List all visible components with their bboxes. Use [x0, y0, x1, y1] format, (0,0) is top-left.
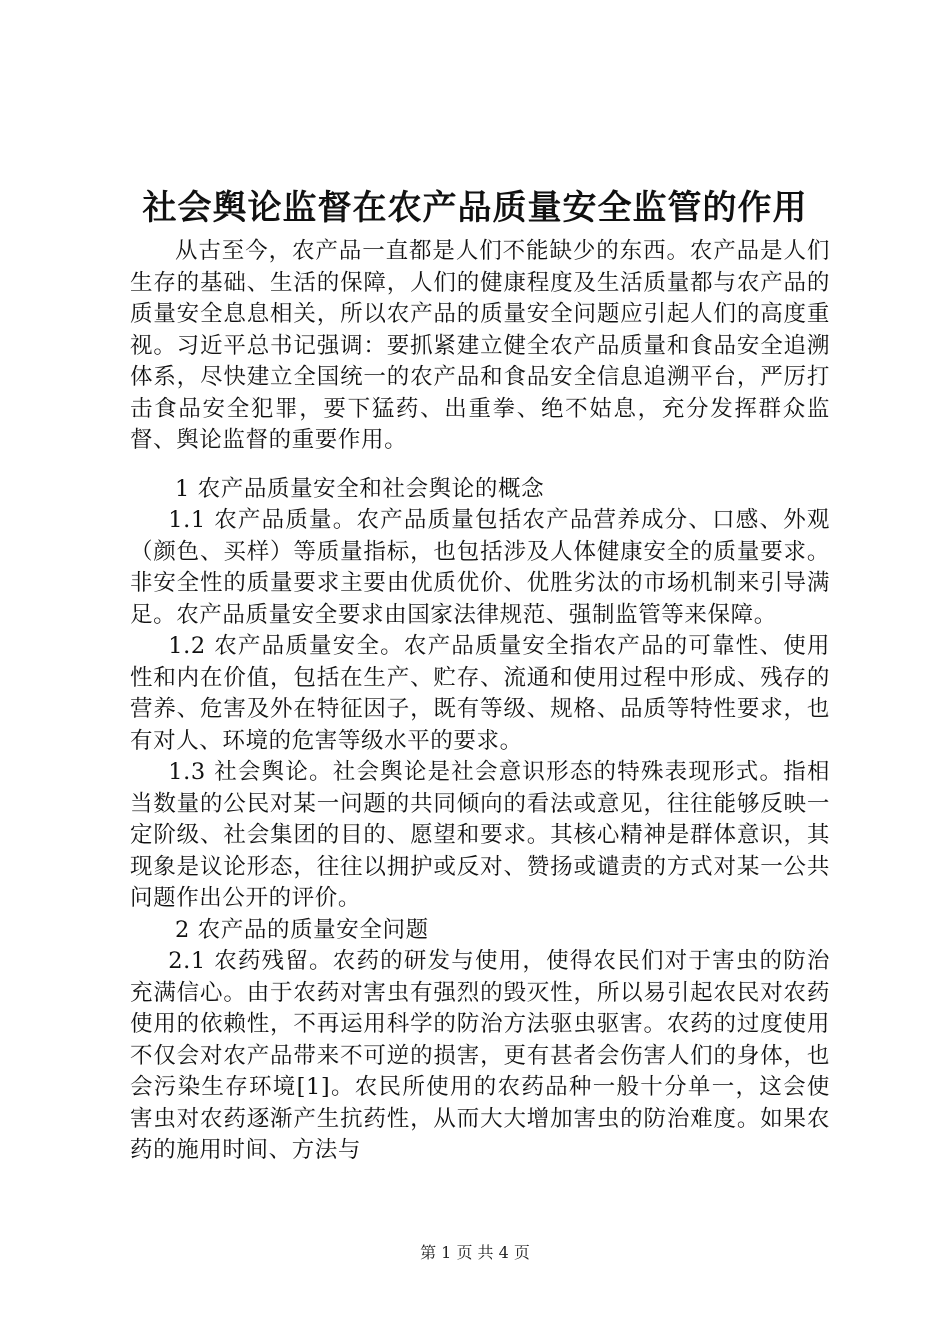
section-2-1-paragraph: 2.1 农药残留。农药的研发与使用，使得农民们对于害虫的防治充满信心。由于农药对害虫有强烈的毁灭性，所以易引起农民对农药使用的依赖性，不再运用科学的防治方法驱虫驱害。农药的过度使用不仅会对农产品带来不可逆的损害，更有甚者会伤害人们的身体，也会污染生存环境[1]。农民所使用的农药品种一般十分单一，这会使害虫对农药逐渐产生抗药性，从而大大增加害虫的防治难度。如果农药的施用时间、方法与: [130, 948, 830, 1163]
section-2-heading: 2 农产品的质量安全问题: [175, 916, 429, 943]
intro-paragraph: 从古至今，农产品一直都是人们不能缺少的东西。农产品是人们生存的基础、生活的保障，人们的健康程度及生活质量都与农产品的质量安全息息相关，所以农产品的质量安全问题应引起人们的高度重视。习近平总书记强调：要抓紧建立健全农产品质量和食品安全追溯体系，尽快建立全国统一的农产品和食品安全信息追溯平台，严厉打击食品安全犯罪，要下猛药、出重拳、绝不姑息，充分发挥群众监督、舆论监督的重要作用。: [130, 238, 830, 453]
page-number-footer: 第 1 页 共 4 页: [420, 1243, 530, 1262]
section-1-1-paragraph: 1.1 农产品质量。农产品质量包括农产品营养成分、口感、外观（颜色、买样）等质量指标，也包括涉及人体健康安全的质量要求。非安全性的质量要求主要由优质优价、优胜劣汰的市场机制来引导满足。农产品质量安全要求由国家法律规范、强制监管等来保障。: [130, 507, 830, 628]
section-1-heading: 1 农产品质量安全和社会舆论的概念: [175, 475, 545, 502]
section-1-3-paragraph: 1.3 社会舆论。社会舆论是社会意识形态的特殊表现形式。指相当数量的公民对某一问题的共同倾向的看法或意见，往往能够反映一定阶级、社会集团的目的、愿望和要求。其核心精神是群体意识，其现象是议论形态，往往以拥护或反对、赞扬或谴责的方式对某一公共问题作出公开的评价。: [130, 759, 830, 911]
page-title: 社会舆论监督在农产品质量安全监管的作用: [142, 188, 808, 228]
paragraph-gap: [130, 457, 830, 474]
document-body: [130, 236, 830, 1167]
section-1-2-paragraph: 1.2 农产品质量安全。农产品质量安全指农产品的可靠性、使用性和内在价值，包括在生产、贮存、流通和使用过程中形成、残存的营养、危害及外在特征因子，既有等级、规格、品质等特性要求，也有对人、环境的危害等级水平的要求。: [130, 633, 830, 754]
